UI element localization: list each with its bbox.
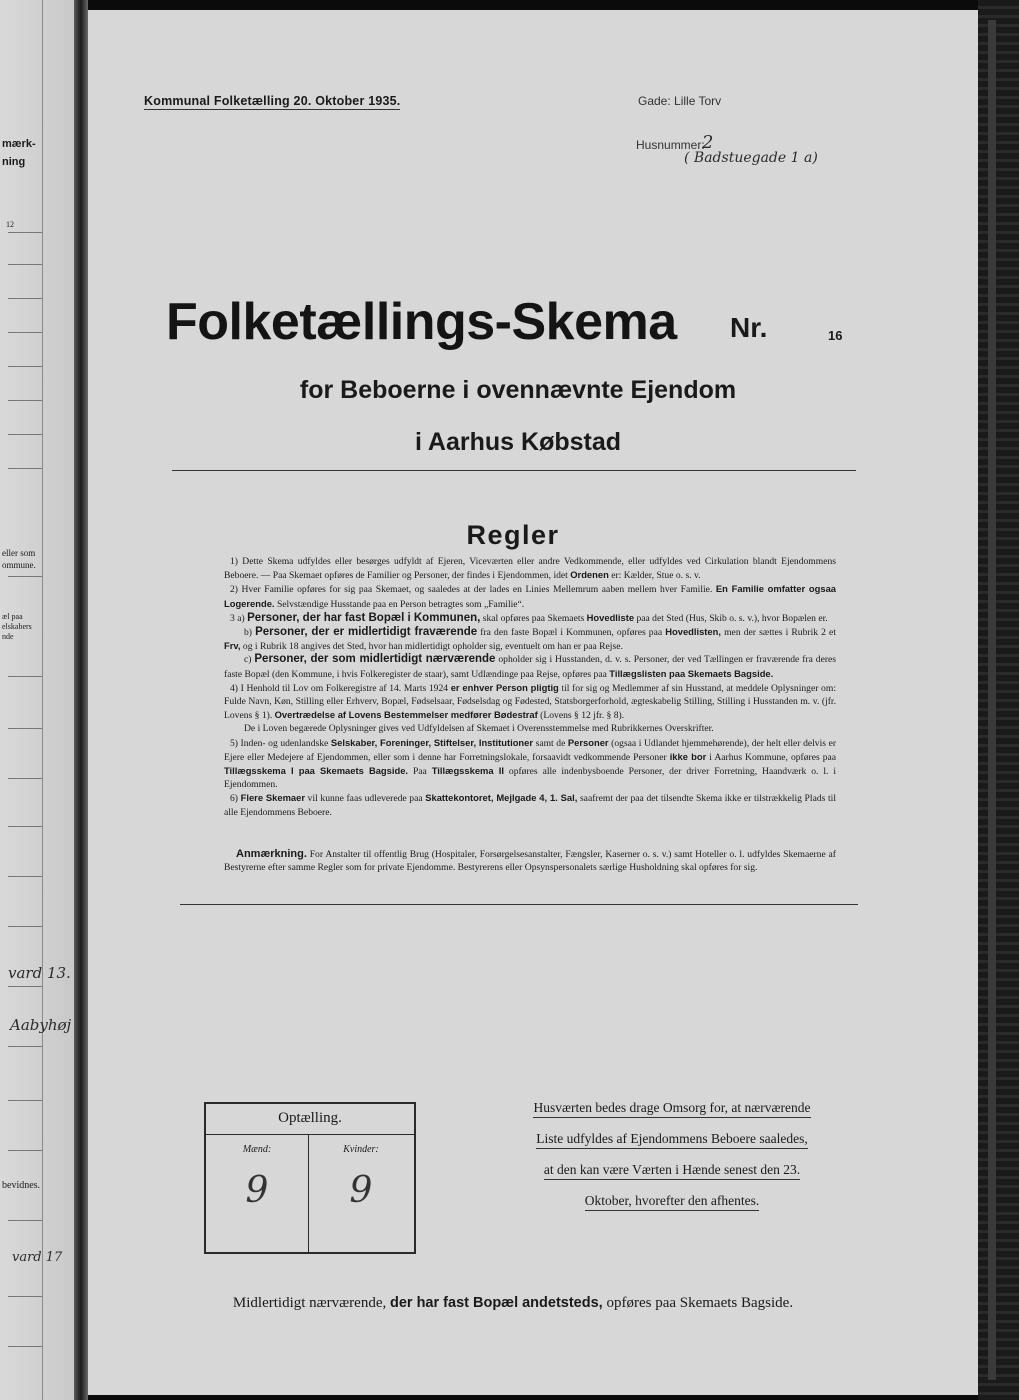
left-page-rule xyxy=(8,400,42,401)
form-subtitle-1: for Beboerne i ovennævnte Ejendom xyxy=(299,376,737,404)
form-number-value: 16 xyxy=(828,328,843,343)
rules-text: 1) Dette Skema udfyldes eller besørges udfyldt af Ejeren, Viceværten eller andre Vedkommende, eller udfyldes ved Cirkulation blandt Ejendommens Beboere. — Paa Skemaet opføres de Familier og Personer, der findes i Ejendommen, idet Ordenen er: Kælder, Stue o. s. v. 2) Hver Familie opføres for sig paa Skemaet, og saaledes at der lades en Linies Mellemrum aaben mellem hver Familie. En Familie omfatter ogsaa Logerende. Selvstændige Husstande paa en Person betragtes som „Familie“. 3 a) Personer, der har fast Bopæl i Kommunen, skal opføres paa Skemaets Hovedliste paa det Sted (Hus, Skib o. s. v.), hvor Bopælen er. b) Personer, der er midlertidigt fraværende fra den faste Bopæl i Kommunen, opføres paa Hovedlisten, men der sættes i Rubrik 2 et Frv, og i Rubrik 18 angives det Sted, hvor han midlertidigt opholder sig, eventuelt om han er paa Rejse. c) Personer, der som midlertidigt nærværende opholder sig i Husstanden, d. v. s. Personer, der ved Tællingen er fraværende fra deres faste Bopæl (den Kommune, i hvis Folkeregister de staar), samt Udlændinge paa Rejse, opføres paa Tillægslisten paa Skemaets Bagside. 4) I Henhold til Lov om Folkeregistre af 14. Marts 1924 er enhver Person pligtig til for sig og Medlemmer af sin Husstand, at meddele Oplysninger om: Fulde Navn, Køn, Stilling eller Erhverv, Bopæl, Fødselsaar, Fødselsdag og Fødested, Statsborgerforhold, ægteskabelig Stilling, Stilling i Husstanden m. v. (jfr. Lovens § 1). Overtrædelse af Lovens Bestemmelser medfører Bødestraf (Lovens § 12 jfr. § 8). De i Loven begærede Oplysninger gives ved Udfyldelsen af Skemaet i Overensstemmelse med Rubrikkernes Overskrifter. 5) Inden- og udenlandske Selskaber, Foreninger, Stiftelser, Institutioner samt de Personer (ogsaa i Udlandet hjemmehørende), der helt eller delvis er Ejere eller Medejere af Ejendommen, eller som i denne har Forretningslokale, forsaavidt vedkommende Personer ikke bor i Aarhus Kommune, opføres paa Tillægsskema I paa Skemaets Bagside. Paa Tillægsskema II opføres alle indenbysboende Personer, der driver Forretning, Haandværk o. l. i Ejendommen. 6) Flere Skemaer vil kunne faas udleverede paa Skattekontoret, Mejlgade 4, 1. Sal, saafremt der paa det tilsendte Skema ikke er tilstrækkelig Plads til alle Ejendommens Beboere. xyxy=(224,556,837,818)
form-subtitle-2: i Aarhus Købstad xyxy=(414,428,622,456)
rules-heading: Regler xyxy=(466,520,560,550)
remark-paragraph xyxy=(224,848,836,874)
left-page-rule xyxy=(8,264,42,265)
women-count: 9 xyxy=(349,1170,373,1211)
page-stack-edge xyxy=(978,0,1019,1400)
house-number-value: 2 xyxy=(702,132,714,153)
left-fragment: æl paa xyxy=(2,612,23,621)
footer-note: Midlertidigt nærværende, der har fast Bopæl andetsteds, opføres paa Skemaets Bagside. xyxy=(232,1295,794,1311)
notice-line: Liste udfyldes af Ejendommens Beboere saaledes, xyxy=(536,1131,807,1149)
left-page-rule xyxy=(8,366,42,367)
house-number-note: ( Badstuegade 1 a) xyxy=(684,150,818,166)
count-box-title: Optælling. xyxy=(278,1110,342,1126)
divider-bottom xyxy=(180,904,858,905)
form-title: Folketællings-Skema xyxy=(166,293,677,351)
women-label: Kvinder: xyxy=(343,1144,379,1155)
men-count: 9 xyxy=(245,1170,269,1211)
left-facing-page xyxy=(0,0,74,1400)
left-page-rule xyxy=(8,728,42,729)
left-page-rule xyxy=(8,1296,42,1297)
left-fragment: eller som xyxy=(2,548,36,558)
left-page-rule xyxy=(8,1150,42,1151)
left-page-rule xyxy=(8,986,42,987)
left-fragment: ommune. xyxy=(2,560,36,570)
left-page-rule xyxy=(8,434,42,435)
left-fragment: ning xyxy=(2,156,26,168)
house-number-label: Husnummer: xyxy=(636,138,705,152)
left-page-column-line xyxy=(42,0,43,1400)
left-page-rule xyxy=(8,332,42,333)
left-page-rule xyxy=(8,1346,42,1347)
notice-line: at den kan være Værten i Hænde senest den 23. xyxy=(544,1162,800,1180)
men-label: Mænd: xyxy=(242,1144,272,1155)
book-gutter xyxy=(74,0,88,1400)
count-box xyxy=(204,1102,416,1254)
left-handwriting: vard 17 xyxy=(12,1250,63,1265)
binding-strip xyxy=(988,20,996,1380)
left-page-rule xyxy=(8,778,42,779)
street-value: Lille Torv xyxy=(674,94,722,108)
remark-label: Anmærkning. xyxy=(236,848,307,860)
left-page-rule xyxy=(8,676,42,677)
census-header: Kommunal Folketælling 20. Oktober 1935. xyxy=(144,94,401,108)
left-fragment: nde xyxy=(2,632,14,641)
notice-line: Oktober, hvorefter den afhentes. xyxy=(585,1193,760,1211)
left-handwriting: Aabyhøj xyxy=(10,1016,72,1034)
left-page-rule xyxy=(8,826,42,827)
left-fragment: 12 xyxy=(6,220,14,229)
left-page-rule xyxy=(8,1220,42,1221)
left-page-rule xyxy=(8,1100,42,1101)
notice-line: Husværten bedes drage Omsorg for, at nærværende xyxy=(533,1100,810,1118)
left-page-rule xyxy=(8,1046,42,1047)
left-page-rule xyxy=(8,926,42,927)
count-box-rule xyxy=(206,1134,414,1135)
left-page-rule xyxy=(8,576,42,577)
left-fragment: mærk- xyxy=(2,138,36,150)
left-fragment: elskabers xyxy=(2,622,32,631)
left-fragment: bevidnes. xyxy=(2,1180,41,1191)
remark-text: For Anstalter til offentlig Brug (Hospitaler, Forsørgelsesanstalter, Fængsler, Kaserner o. s. v.) samt Hoteller o. l. udfyldes Skemaerne af Bestyrerne efter samme Regler som for private Ejendomme. Bestyrerens eller Opsynspersonalets særlige Husholdning skal opføres for sig. xyxy=(224,849,836,874)
count-box-divider xyxy=(308,1134,309,1252)
left-page-rule xyxy=(8,468,42,469)
left-page-rule xyxy=(8,876,42,877)
landlord-notice xyxy=(504,1100,840,1224)
left-handwriting: vard 13. xyxy=(8,964,71,982)
form-number-label: Nr. xyxy=(730,312,768,343)
left-page-rule xyxy=(8,298,42,299)
street-field xyxy=(638,94,721,108)
left-page-rule xyxy=(8,232,42,233)
divider-top xyxy=(172,470,856,471)
census-form-page xyxy=(88,10,978,1395)
street-label: Gade: xyxy=(638,94,671,108)
